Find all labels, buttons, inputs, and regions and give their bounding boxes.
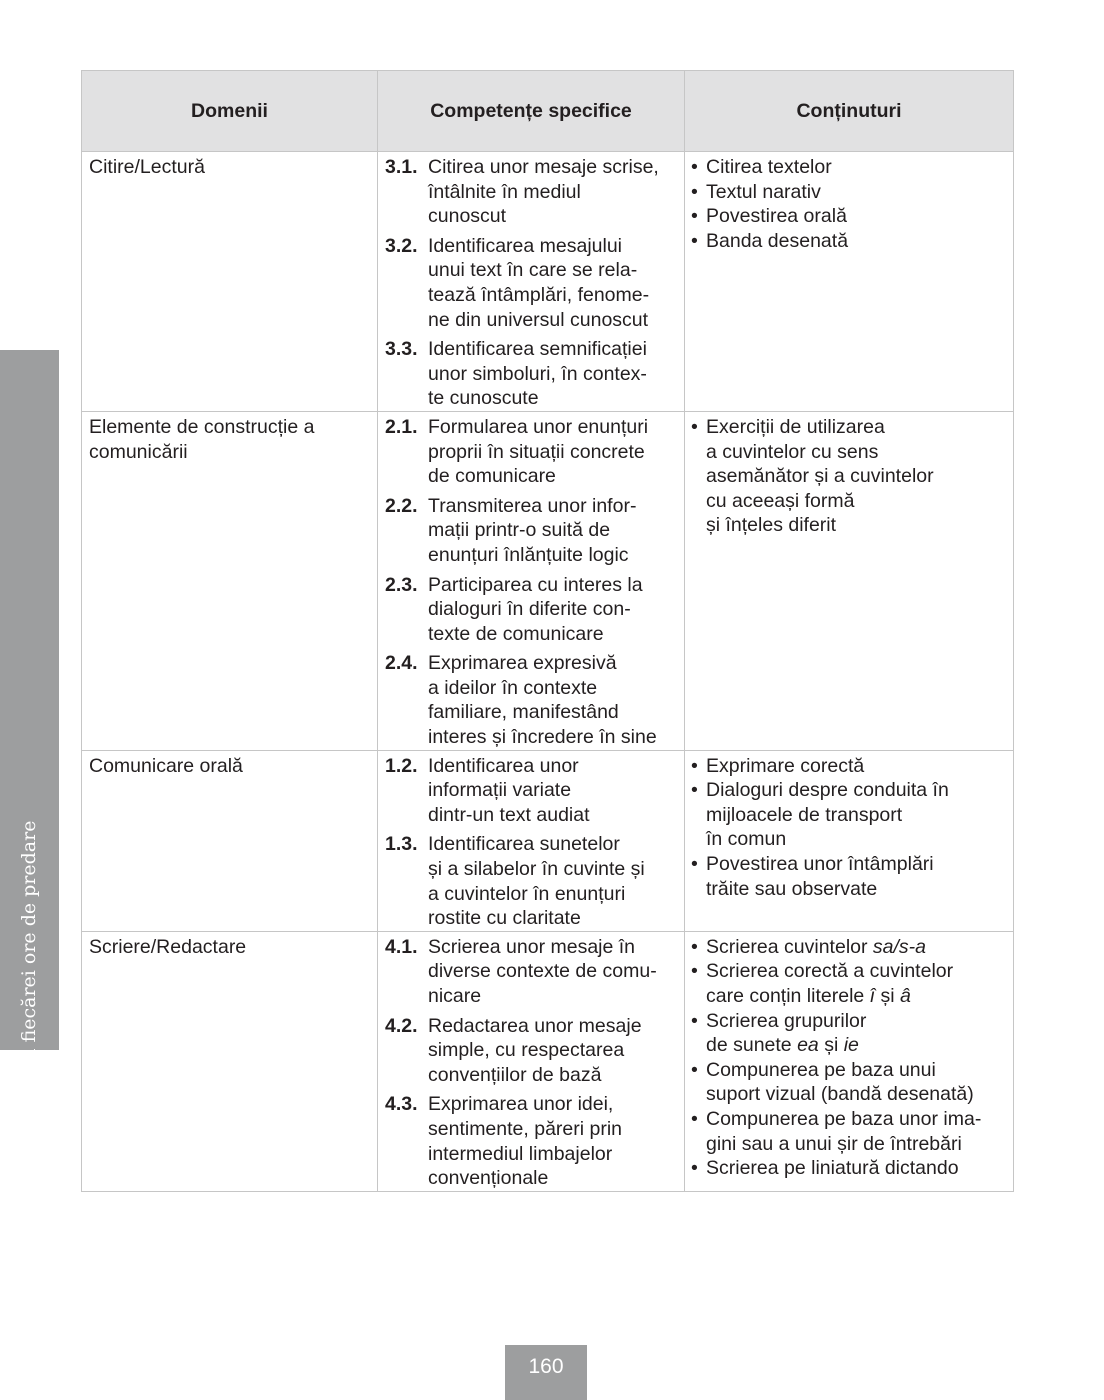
table-body [82, 152, 1014, 1192]
competence-line: a ideilor în contexte [428, 676, 598, 699]
content-line: Exerciții de utilizarea [706, 415, 885, 438]
competence-line: Identificarea mesajului [428, 234, 623, 257]
content-line: Compunerea pe baza unor ima- [706, 1107, 982, 1130]
content-line: mijloacele de transport [706, 803, 903, 826]
competence-line: mații printr-o suită de [428, 519, 611, 542]
competence-line: intermediul limbajelor [428, 1142, 613, 1165]
competence-number: 3.1. [385, 156, 418, 178]
domain-cell: Citire/Lectură [82, 152, 378, 412]
table-row [82, 750, 1014, 931]
competences-cell [378, 750, 685, 931]
competence-line: întâlnite în mediul [428, 180, 581, 203]
competence-text [428, 935, 682, 1009]
content-item [691, 959, 1011, 1008]
content-text [706, 959, 1011, 1008]
table-header-row [82, 71, 1014, 152]
bullet-icon: • [691, 935, 698, 958]
bullet-icon: • [691, 229, 698, 252]
competence-number: 2.2. [385, 494, 418, 517]
content-item [691, 180, 1011, 205]
content-text [706, 155, 1011, 180]
competence-item [385, 1014, 682, 1088]
content-item [691, 1058, 1011, 1107]
competence-text [428, 1092, 682, 1190]
content-text [706, 229, 1011, 254]
bullet-icon: • [691, 754, 698, 777]
competence-line: texte de comunicare [428, 622, 604, 645]
side-tab [0, 350, 59, 1280]
header-domenii: Domenii [82, 71, 378, 152]
competence-item [385, 337, 682, 411]
content-text [706, 1107, 1011, 1156]
content-line: de sunete ea și ie [706, 1034, 859, 1057]
competence-line: Identificarea sunetelor [428, 833, 620, 856]
contents-cell [685, 931, 1014, 1191]
competence-item [385, 234, 682, 332]
table-row [82, 931, 1014, 1191]
competence-line: Citirea unor mesaje scrise, [428, 156, 659, 178]
competence-line: rostite cu claritate [428, 907, 581, 930]
content-line: Povestirea orală [706, 205, 847, 228]
competence-line: unui text în care se rela- [428, 259, 638, 282]
content-text [706, 204, 1011, 229]
table-row [82, 152, 1014, 412]
content-text [706, 754, 1011, 779]
competence-line: Exprimarea unor idei, [428, 1093, 614, 1116]
competence-line: Exprimarea expresivă [428, 652, 617, 675]
bullet-icon: • [691, 1107, 698, 1130]
competence-number: 2.1. [385, 415, 418, 438]
competence-line: cunoscut [428, 205, 507, 228]
competence-line: Redactarea unor mesaje [428, 1014, 642, 1037]
content-line: și înțeles diferit [706, 514, 837, 537]
competence-line: Transmiterea unor infor- [428, 494, 637, 517]
competence-text [428, 415, 682, 489]
content-item [691, 778, 1011, 852]
content-text [706, 1058, 1011, 1107]
bullet-icon: • [691, 415, 698, 438]
content-text [706, 852, 1011, 901]
competence-line: familiare, manifestând [428, 701, 619, 724]
content-item [691, 1156, 1011, 1181]
content-item [691, 754, 1011, 779]
competence-line: Identificarea semnificației [428, 338, 647, 361]
content-line: Scrierea pe liniatură dictando [706, 1157, 959, 1180]
domain-cell: Elemente de construcție a comunicării [82, 411, 378, 750]
side-tab-label: Sugestii de proiectare a fiecărei ore de predare [18, 820, 40, 1280]
competence-line: simple, cu respectarea [428, 1039, 625, 1062]
competence-item [385, 1092, 682, 1190]
competence-text [428, 155, 682, 229]
competence-number: 4.2. [385, 1014, 418, 1037]
competence-text [428, 651, 682, 749]
content-line: Scrierea corectă a cuvintelor [706, 960, 954, 983]
header-competente: Competențe specifice [378, 71, 685, 152]
curriculum-table [81, 70, 1014, 1192]
competences-cell [378, 152, 685, 412]
competence-line: nicare [428, 985, 482, 1007]
content-line: suport vizual (bandă desenată) [706, 1083, 974, 1106]
page-number: 160 [505, 1345, 587, 1400]
content-line: care conțin literele î și â [706, 985, 911, 1007]
competence-item [385, 573, 682, 647]
bullet-icon: • [691, 156, 698, 178]
content-line: Exprimare corectă [706, 754, 865, 777]
competence-number: 3.3. [385, 338, 418, 361]
content-text [706, 1156, 1011, 1181]
content-line: gini sau a unui șir de întrebări [706, 1132, 962, 1155]
competence-line: diverse contexte de comu- [428, 960, 657, 983]
content-text [706, 778, 1011, 852]
competence-line: Formularea unor enunțuri [428, 415, 649, 438]
competence-line: interes și încredere în sine [428, 726, 657, 749]
competence-text [428, 234, 682, 332]
competence-line: tează întâmplări, fenome- [428, 283, 650, 306]
competence-number: 2.4. [385, 652, 418, 675]
competence-line: a cuvintelor în enunțuri [428, 882, 626, 905]
header-continuturi: Conținuturi [685, 71, 1014, 152]
competence-text [428, 573, 682, 647]
bullet-icon: • [691, 1157, 698, 1180]
content-line: Compunerea pe baza unui [706, 1058, 936, 1081]
contents-cell [685, 411, 1014, 750]
content-text [706, 415, 1011, 538]
competence-text [428, 337, 682, 411]
content-line: Banda desenată [706, 229, 849, 252]
competence-text [428, 832, 682, 930]
competence-line: Identificarea unor [428, 754, 579, 777]
content-item [691, 229, 1011, 254]
competence-line: informații variate [428, 779, 572, 802]
contents-cell [685, 152, 1014, 412]
competence-line: Scrierea unor mesaje în [428, 935, 636, 958]
content-item [691, 1107, 1011, 1156]
bullet-icon: • [691, 1058, 698, 1081]
competence-number: 4.3. [385, 1093, 418, 1116]
competence-line: ne din universul cunoscut [428, 308, 649, 331]
competence-text [428, 754, 682, 828]
competence-line: enunțuri înlănțuite logic [428, 543, 629, 566]
content-line: a cuvintelor cu sens [706, 440, 879, 463]
bullet-icon: • [691, 779, 698, 802]
competence-line: unor simboluri, în contex- [428, 362, 647, 385]
bullet-icon: • [691, 180, 698, 203]
competence-text [428, 1014, 682, 1088]
competence-line: dialoguri în diferite con- [428, 598, 631, 621]
bullet-icon: • [691, 853, 698, 876]
domain-cell: Scriere/Redactare [82, 931, 378, 1191]
competence-number: 3.2. [385, 234, 418, 257]
content-line: trăite sau observate [706, 877, 878, 900]
content-line: asemănător și a cuvintelor [706, 465, 934, 488]
content-item [691, 415, 1011, 538]
content-line: Citirea textelor [706, 156, 832, 178]
competence-item [385, 935, 682, 1009]
content-text [706, 1009, 1011, 1058]
competence-line: proprii în situații concrete [428, 440, 645, 463]
competence-line: convenționale [428, 1167, 549, 1190]
content-item [691, 852, 1011, 901]
competence-item [385, 494, 682, 568]
competences-cell [378, 931, 685, 1191]
bullet-icon: • [691, 960, 698, 983]
bullet-icon: • [691, 1009, 698, 1032]
contents-cell [685, 750, 1014, 931]
competence-line: dintr-un text audiat [428, 803, 590, 826]
competence-line: sentimente, păreri prin [428, 1117, 623, 1140]
competence-line: și a silabelor în cuvinte și [428, 858, 645, 881]
competence-number: 2.3. [385, 573, 418, 596]
competences-cell [378, 411, 685, 750]
table-row [82, 411, 1014, 750]
competence-number: 1.3. [385, 833, 418, 856]
competence-number: 4.1. [385, 935, 418, 958]
competence-item [385, 415, 682, 489]
content-item [691, 204, 1011, 229]
bullet-icon: • [691, 205, 698, 228]
content-line: Dialoguri despre conduita în [706, 779, 949, 802]
content-text [706, 935, 1011, 960]
competence-item [385, 832, 682, 930]
domain-cell: Comunicare orală [82, 750, 378, 931]
competence-item [385, 754, 682, 828]
content-line: Textul narativ [706, 180, 821, 203]
content-line: Scrierea grupurilor [706, 1009, 867, 1032]
competence-line: Participarea cu interes la [428, 573, 643, 596]
competence-item [385, 651, 682, 749]
competence-number: 1.2. [385, 754, 418, 777]
competence-line: te cunoscute [428, 387, 539, 410]
content-line: în comun [706, 828, 787, 851]
competence-item [385, 155, 682, 229]
content-item [691, 935, 1011, 960]
competence-text [428, 494, 682, 568]
competence-line: convențiilor de bază [428, 1063, 602, 1086]
competence-line: de comunicare [428, 465, 556, 488]
content-item [691, 1009, 1011, 1058]
content-item [691, 155, 1011, 180]
content-text [706, 180, 1011, 205]
content-line: Scrierea cuvintelor sa/s-a [706, 935, 927, 958]
content-line: cu aceeași formă [706, 489, 855, 512]
content-line: Povestirea unor întâmplări [706, 853, 934, 876]
